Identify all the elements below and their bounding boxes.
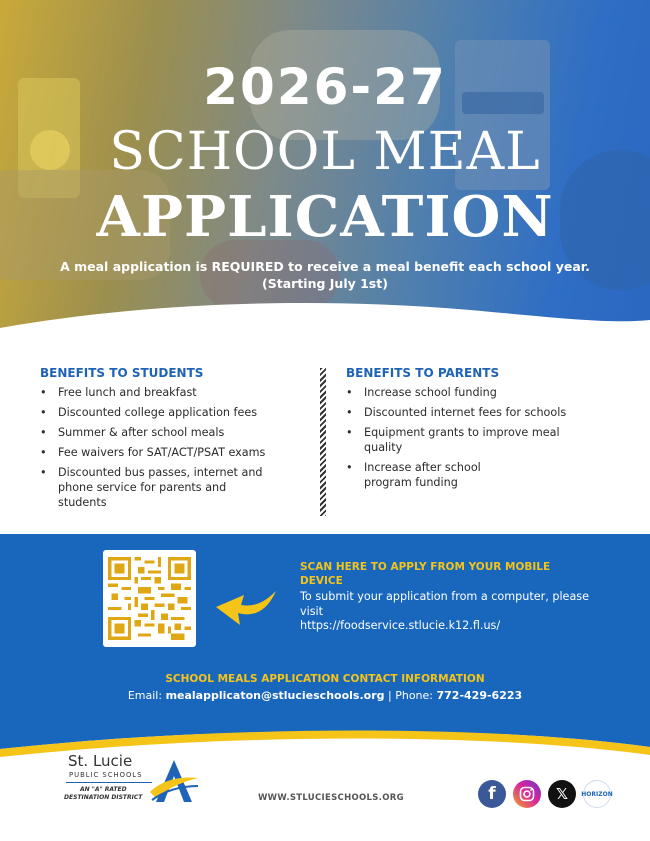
list-item: • Summer & after school meals <box>40 425 310 440</box>
horizon-icon[interactable]: HORIZON <box>583 780 611 808</box>
hero-banner <box>0 0 650 345</box>
email-label: Email: <box>127 689 166 702</box>
list-item: • Discounted bus passes, internet and phone service for parents and students <box>40 465 270 510</box>
logo-tagline-2: DESTINATION DISTRICT <box>64 794 143 801</box>
title-application: APPLICATION <box>96 184 554 250</box>
hero-wave <box>0 290 650 345</box>
scan-instructions <box>300 590 620 634</box>
district-logo-name: St. Lucie <box>68 752 133 770</box>
logo-divider <box>66 782 152 783</box>
district-logo-sub: PUBLIC SCHOOLS <box>69 771 143 779</box>
title-year: 2026-27 <box>203 58 447 116</box>
list-item: • Increase school funding <box>346 385 626 400</box>
phone-link[interactable]: 772-429-6223 <box>436 689 523 702</box>
students-heading: BENEFITS TO STUDENTS <box>40 366 204 380</box>
list-item: • Discounted college application fees <box>40 405 310 420</box>
list-item: • Increase after school program funding <box>346 460 516 490</box>
parents-benefits <box>346 366 626 495</box>
phone-label: | Phone: <box>384 689 437 702</box>
instagram-icon[interactable] <box>513 780 541 808</box>
list-item: • Free lunch and breakfast <box>40 385 310 400</box>
facebook-icon[interactable]: f <box>478 780 506 808</box>
parents-list <box>346 385 626 490</box>
list-item: • Fee waivers for SAT/ACT/PSAT exams <box>40 445 310 460</box>
title-school-meal: SCHOOL MEAL <box>109 122 541 182</box>
hero-subtitle <box>0 258 650 292</box>
students-benefits <box>40 366 310 515</box>
scan-text: To submit your application from a computer, please visit <box>300 590 590 618</box>
students-list <box>40 385 310 510</box>
column-divider <box>320 368 326 516</box>
hero-subtitle-line2: (Starting July 1st) <box>262 276 388 291</box>
hero-subtitle-line1: A meal application is REQUIRED to receive a meal benefit each school year. <box>60 259 590 274</box>
list-item: • Equipment grants to improve meal quality <box>346 425 561 455</box>
list-item: • Discounted internet fees for schools <box>346 405 626 420</box>
logo-tagline-1: AN "A" RATED <box>80 786 127 793</box>
arrow-left-icon <box>214 585 280 633</box>
x-icon[interactable]: 𝕏 <box>548 780 576 808</box>
qr-code-icon[interactable] <box>108 556 191 641</box>
contact-line <box>0 689 650 702</box>
website-link[interactable]: WWW.STLUCIESCHOOLS.ORG <box>258 793 404 803</box>
apply-url-link[interactable]: https://foodservice.stlucie.k12.fl.us/ <box>300 619 501 632</box>
parents-heading: BENEFITS TO PARENTS <box>346 366 500 380</box>
instagram-glyph-icon <box>519 786 535 802</box>
scan-title: SCAN HERE TO APPLY FROM YOUR MOBILE DEVICE <box>300 561 551 587</box>
district-logo-icon <box>148 758 200 806</box>
contact-title: SCHOOL MEALS APPLICATION CONTACT INFORMATION <box>165 673 485 685</box>
email-link[interactable]: mealapplicaton@stlucieschools.org <box>165 689 385 702</box>
